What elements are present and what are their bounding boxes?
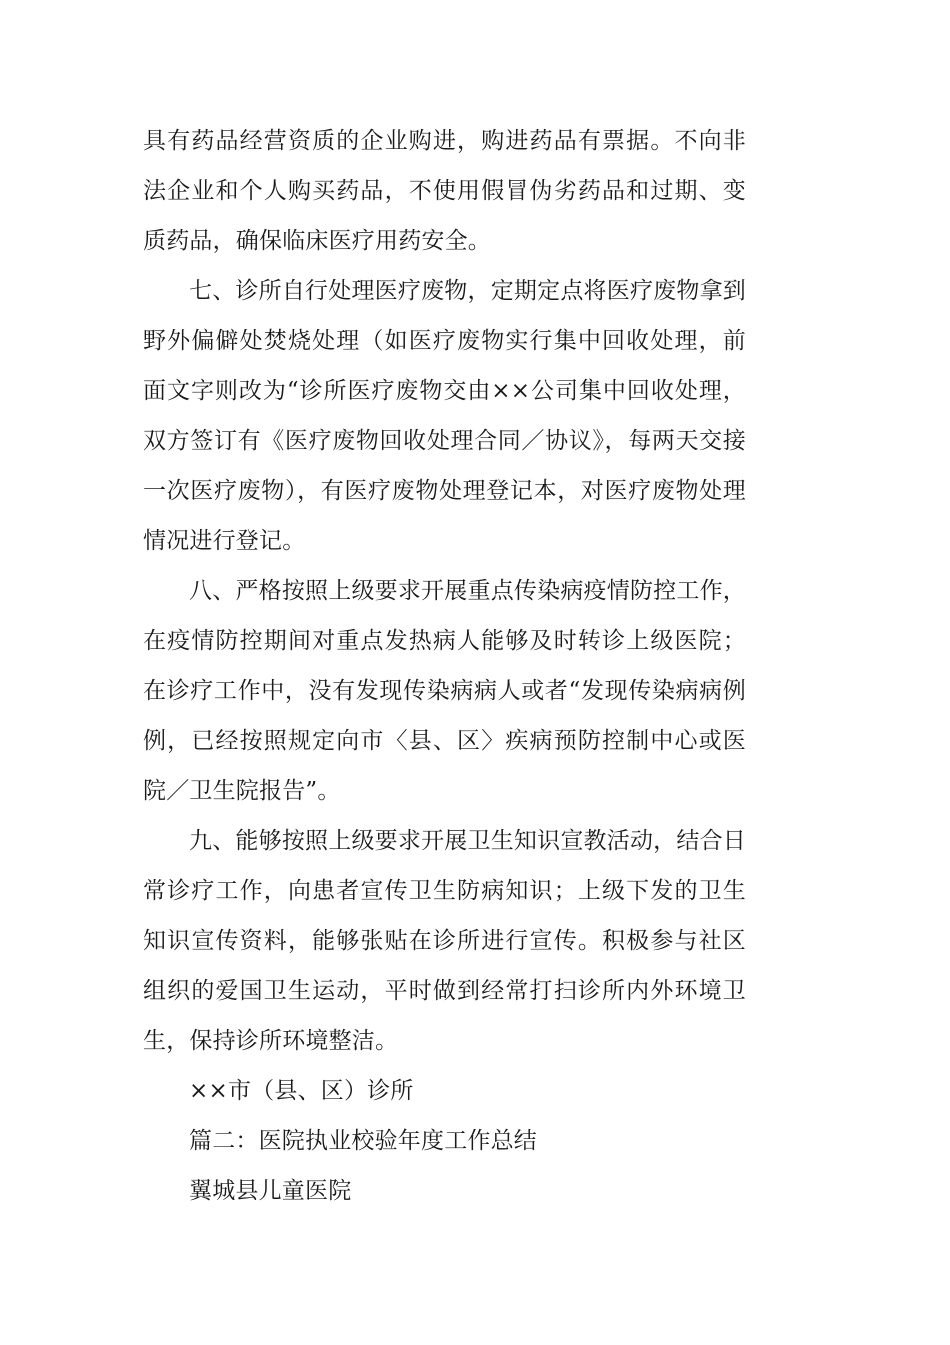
paragraph-drug-procurement: 具有药品经营资质的企业购进，购进药品有票据。不向非法企业和个人购买药品，不使用假冒伪劣药品和过期、变质药品，确保临床医疗用药安全。	[143, 128, 746, 254]
paragraph-medical-waste: 七、诊所自行处理医疗废物，定期定点将医疗废物拿到野外偏僻处焚烧处理（如医疗废物实行集中回收处理，前面文字则改为“诊所医疗废物交由××公司集中回收处理，双方签订有《医疗废物回收处理合同／协议》，每两天交接一次医疗废物），有医疗废物处理登记本，对医疗废物处理情况进行登记。	[143, 278, 746, 554]
section-title: 篇二：医院执业校验年度工作总结	[189, 1128, 537, 1154]
clinic-signature: ××市（县、区）诊所	[189, 1078, 414, 1104]
paragraph-health-education: 九、能够按照上级要求开展卫生知识宣教活动，结合日常诊疗工作，向患者宣传卫生防病知识；上级下发的卫生知识宣传资料，能够张贴在诊所进行宣传。积极参与社区组织的爱国卫生运动，平时做到经常打扫诊所内外环境卫生，保持诊所环境整洁。	[143, 828, 746, 1054]
hospital-name: 翼城县儿童医院	[189, 1178, 352, 1204]
document-body	[143, 116, 746, 1216]
paragraph-epidemic-control: 八、严格按照上级要求开展重点传染病疫情防控工作，在疫情防控期间对重点发热病人能够及时转诊上级医院；在诊疗工作中，没有发现传染病病人或者“发现传染病病例例，已经按照规定向市〈县、区〉疾病预防控制中心或医院／卫生院报告”。	[143, 578, 746, 804]
